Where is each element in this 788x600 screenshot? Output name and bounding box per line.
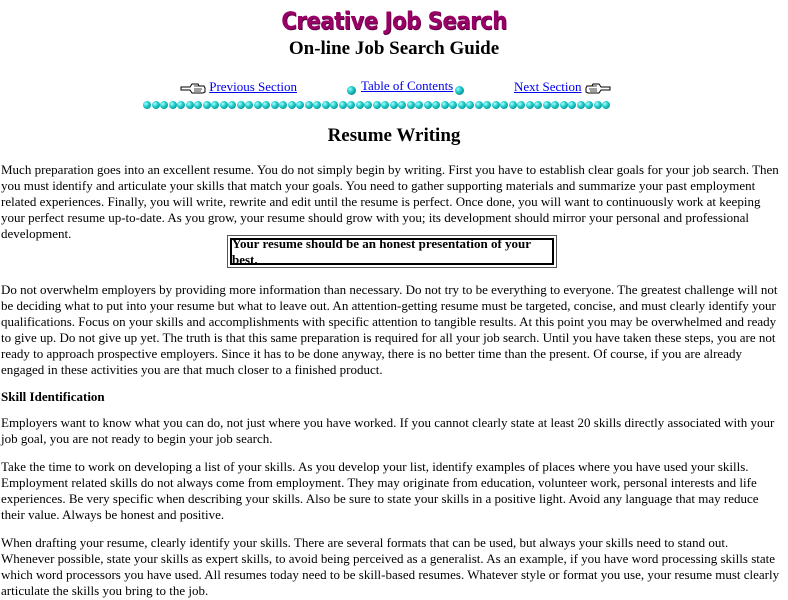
bead-dot [245,101,253,109]
bead-dot [271,101,279,109]
bead-dot [211,101,219,109]
bead-dot [288,101,296,109]
bead-dot [262,101,270,109]
bead-dot [390,101,398,109]
bead-dot [279,101,287,109]
bead-dot [458,101,466,109]
bead-dot [543,101,551,109]
bead-dot [415,101,423,109]
bead-dot [313,101,321,109]
bead-dot [466,101,474,109]
bead-divider [143,101,608,109]
bead-dot [432,101,440,109]
skill-identification-heading: Skill Identification [1,389,105,404]
bead-dot [347,101,355,109]
overview-paragraph: Do not overwhelm employers by providing more information than necessary. Do not try to be everything to everyone. The greatest challenge will not be deciding what to put into your resume but what to leave out. An attention-getting resume must be targeted, concise, and must clearly identify your qualifications. Focus on your skills and accomplishments with specific attention to tangible results. At this point you may be overwhelmed and ready to give up. Do not give up yet. The truth is that this same preparation is required for all your job search. Until you have taken these steps, you are not ready to approach prospective employers. Since it has to be done anyway, there is no better time than the present. Of course, if you are already engaged in these activities you are that much closer to a finished product. [1,282,778,377]
next-section-link-group[interactable] [514,79,611,97]
bead-dot [449,101,457,109]
bead-dot [500,101,508,109]
bead-dot [381,101,389,109]
bead-dot [534,101,542,109]
site-logo[interactable]: Creative Job Search [281,7,507,35]
bead-dot [322,101,330,109]
bead-dot [194,101,202,109]
bead-dot [330,101,338,109]
bead-dot [594,101,602,109]
bead-dot [577,101,585,109]
next-section-link[interactable]: Next Section [514,79,582,94]
bead-dot [152,101,160,109]
bead-dot [492,101,500,109]
bead-dot [186,101,194,109]
pointing-hand-left-icon[interactable] [180,81,206,95]
bead-dot [160,101,168,109]
bead-dot [424,101,432,109]
bead-dot [551,101,559,109]
bead-dot [220,101,228,109]
pointing-hand-right-icon[interactable] [585,81,611,95]
bead-dot [475,101,483,109]
page-title: Resume Writing [327,125,461,146]
skills-paragraph-3: When drafting your resume, clearly identify your skills. There are several formats that can be used, but always your skills need to stand out. Whenever possible, state your skills as expert skills, to avoid being perceived as a generalist. As an example, if you have word processing skills state which word processors you have used. All resumes today need to be skill-based resumes. Whatever style or format you use, your resume must clearly articulate the skills you bring to the job. [1,535,780,598]
table-of-contents-link[interactable]: Table of Contents [361,78,454,93]
bead-dot [143,101,151,109]
previous-section-link-group[interactable] [180,79,297,97]
skills-paragraph-2: Take the time to work on developing a list of your skills. As you develop your list, identify examples of places where you have used your skills. Employment related skills do not always come from employment. They may originate from education, volunteer work, personal interests and life experiences. Be very specific when describing your skills. Also be sure to state your skills in a positive light. Avoid any language that may reduce their value. Always be honest and positive. [1,459,759,522]
bead-dot [441,101,449,109]
bead-dot [356,101,364,109]
bead-dot [568,101,576,109]
bead-dot [509,101,517,109]
bead-dot [517,101,525,109]
bead-dot [305,101,313,109]
bead-dot [228,101,236,109]
bead-dot [602,101,610,109]
bead-dot [373,101,381,109]
bead-dot [177,101,185,109]
previous-section-link[interactable]: Previous Section [209,79,297,94]
skills-paragraph-1: Employers want to know what you can do, not just where you have worked. If you cannot clearly state at least 20 skills directly associated with your job goal, you are not ready to begin your job search. [1,415,775,446]
bead-dot [339,101,347,109]
bead-dot [483,101,491,109]
teal-ball-icon [347,86,356,95]
bead-dot [237,101,245,109]
bead-dot [407,101,415,109]
bead-dot [364,101,372,109]
callout-text: Your resume should be an honest presentation of your best. [230,238,554,265]
bead-dot [169,101,177,109]
bead-dot [585,101,593,109]
bead-dot [203,101,211,109]
bead-dot [296,101,304,109]
callout-box [227,235,557,268]
teal-ball-icon [455,86,464,95]
bead-dot [254,101,262,109]
bead-dot [398,101,406,109]
site-subtitle: On-line Job Search Guide [288,38,500,59]
intro-paragraph: Much preparation goes into an excellent resume. You do not simply begin by writing. First you have to establish clear goals for your job search. Then you must identify and articulate your skills that match your goals. You need to gather supporting materials and summarize your past employment related experiences. Finally, you will write, rewrite and edit until the resume is perfect. Once done, you will want to continuously work at keeping your perfect resume up-to-date. As you grow, your resume should grow with you; its development should mirror your personal and professional development. [1,162,779,241]
bead-dot [560,101,568,109]
table-of-contents-link-group[interactable] [361,78,453,96]
bead-dot [526,101,534,109]
